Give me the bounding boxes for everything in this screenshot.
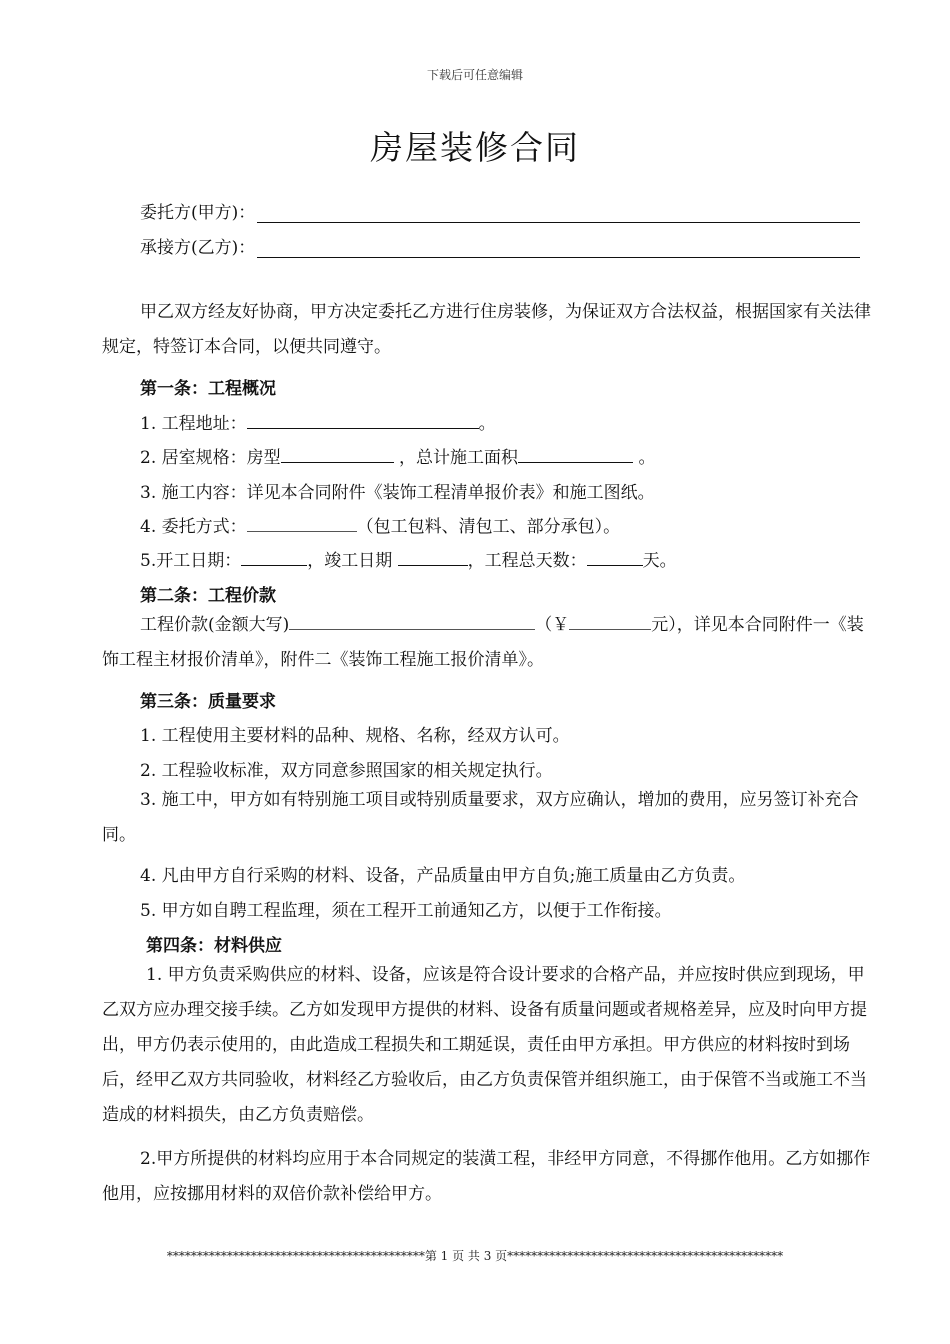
party-a-blank[interactable] <box>257 204 860 223</box>
total-days-blank[interactable] <box>587 549 643 566</box>
total-days-suffix: 天。 <box>642 551 677 571</box>
commission-method-row <box>140 512 620 537</box>
page-footer: *******************************************第 1 页 共 3 页********************************************** <box>166 1249 784 1263</box>
commission-method-blank[interactable] <box>247 515 357 532</box>
project-address-label: 1. 工程地址： <box>140 414 247 434</box>
header-note: 下载后可任意编辑 <box>426 68 523 82</box>
intro-paragraph: 甲乙双方经友好协商，甲方决定委托乙方进行住房装修，为保证双方合法权益，根据国家有关法律规定，特签订本合同，以便共同遵守。 <box>102 302 871 357</box>
start-date-label: 5.开工日期： <box>140 551 242 571</box>
price-yen: （￥ <box>535 615 570 635</box>
room-spec-suffix: 。 <box>638 448 656 468</box>
article-1-heading: 第一条：工程概况 <box>140 379 276 399</box>
end-date-blank[interactable] <box>398 549 468 566</box>
quality-item-1: 1. 工程使用主要材料的品种、规格、名称，经双方认可。 <box>140 726 570 746</box>
article-4-heading: 第四条：材料供应 <box>146 936 282 956</box>
party-b-label: 承接方(乙方)： <box>140 238 256 258</box>
room-spec-row <box>140 443 655 468</box>
article-3-heading: 第三条：质量要求 <box>140 692 276 712</box>
project-address-blank[interactable] <box>247 412 479 429</box>
project-address-suffix: 。 <box>478 414 496 434</box>
commission-method-label: 4. 委托方式： <box>140 517 247 537</box>
schedule-row <box>140 546 677 571</box>
area-label: ，总计施工面积 <box>399 448 519 468</box>
price-tail: 元），详见本合同附件一《装饰工程主材报价清单》，附件二《装饰工程施工报价清单》。 <box>102 615 864 670</box>
price-number-blank[interactable] <box>569 613 651 630</box>
quality-item-2: 2. 工程验收标准，双方同意参照国家的相关规定执行。 <box>140 761 553 781</box>
party-b-blank[interactable] <box>257 239 860 258</box>
quality-item-5: 5. 甲方如自聘工程监理，须在工程开工前通知乙方，以便于工作衔接。 <box>140 901 672 921</box>
price-words-blank[interactable] <box>289 613 535 630</box>
quality-item-4: 4. 凡由甲方自行采购的材料、设备，产品质量由甲方自负;施工质量由乙方负责。 <box>140 866 746 886</box>
area-blank[interactable] <box>518 446 633 463</box>
price-label: 工程价款(金额大写) <box>140 615 290 635</box>
end-date-label: ，竣工日期 <box>307 551 393 571</box>
material-paragraph-2: 2.甲方所提供的材料均应用于本合同规定的装潢工程，非经甲方同意，不得挪作他用。乙方如挪作他用，应按挪用材料的双倍价款补偿给甲方。 <box>102 1149 871 1204</box>
material-paragraph-1: 1. 甲方负责采购供应的材料、设备，应该是符合设计要求的合格产品，并应按时供应到现场，甲乙双方应办理交接手续。乙方如发现甲方提供的材料、设备有质量问题或者规格差异，应及时向甲方提出，甲方仍表示使用的，由此造成工程损失和工期延误，责任由甲方承担。甲方供应的材料按时到场后，经甲乙双方共同验收，材料经乙方验收后，由乙方负责保管并组织施工，由于保管不当或施工不当造成的材料损失，由乙方负责赔偿。 <box>102 965 867 1125</box>
party-a-label: 委托方(甲方)： <box>140 203 256 223</box>
commission-method-options: （包工包料、清包工、部分承包）。 <box>356 517 621 537</box>
quality-item-3: 3. 施工中，甲方如有特别施工项目或特别质量要求，双方应确认，增加的费用，应另签订补充合同。 <box>102 790 859 845</box>
price-paragraph <box>102 608 876 678</box>
party-b-row <box>140 233 860 258</box>
party-a-row <box>140 198 860 223</box>
start-date-blank[interactable] <box>241 549 307 566</box>
total-days-label: ，工程总天数： <box>467 551 587 571</box>
project-address-row <box>140 409 496 434</box>
room-type-blank[interactable] <box>281 446 394 463</box>
article-2-heading: 第二条：工程价款 <box>140 586 276 606</box>
room-spec-label: 2. 居室规格：房型 <box>140 448 281 468</box>
page-title: 房屋装修合同 <box>370 128 580 167</box>
construction-content-row: 3. 施工内容：详见本合同附件《装饰工程清单报价表》和施工图纸。 <box>140 483 655 503</box>
